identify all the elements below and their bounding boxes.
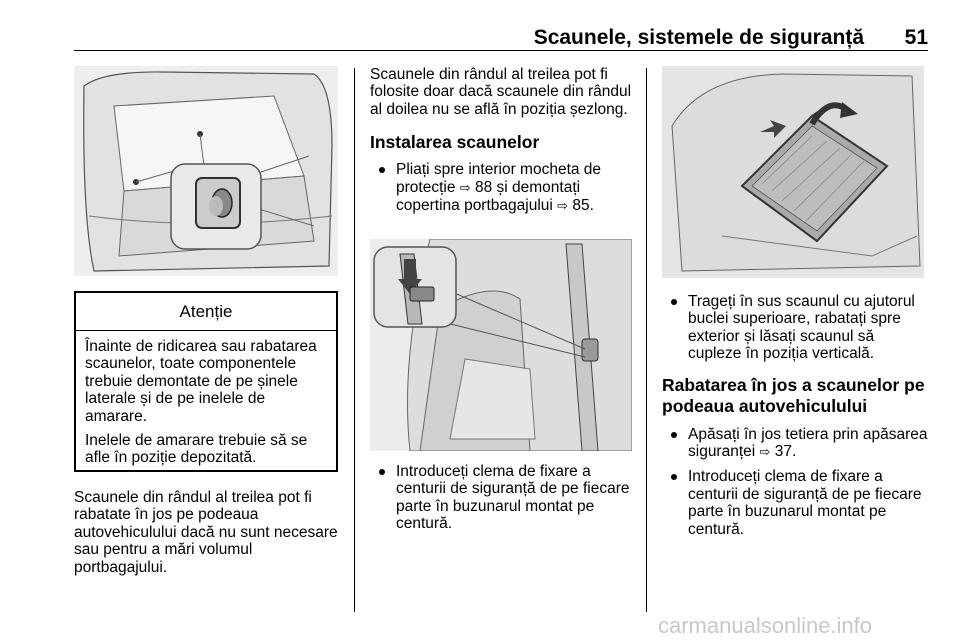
list-item — [662, 468, 930, 538]
column-divider-2 — [646, 68, 647, 612]
heading-install-seats: Instalarea scaunelor — [370, 132, 540, 153]
figure-seatbelt-clip — [370, 239, 632, 451]
bullet-text: 37. — [770, 443, 797, 461]
page-title: Scaunele, sistemele de siguranță — [533, 26, 864, 49]
column-1-text — [74, 489, 340, 576]
watermark: carmanualsonline.info — [658, 613, 873, 638]
warning-paragraph-1: Înainte de ridicarea sau rabatarea scaunelor, toate componentele trebuie demontate de pe șinele laterale și de pe inelele de amarare. — [85, 338, 317, 425]
column-2-text — [370, 66, 634, 215]
bullet-text: 88 și demontați copertina portbagajului — [396, 178, 581, 215]
page-ref-arrow-icon: ⇨ — [557, 199, 569, 215]
bullet-text: Apăsați în jos tetiera prin apăsarea siguranței — [688, 425, 928, 461]
figure-trunk-rail — [74, 66, 338, 276]
warning-paragraph-2: Inelele de amarare trebuie să se afle în poziție depozitată. — [85, 432, 308, 467]
bullet-text: 85. — [568, 197, 594, 215]
page-ref-arrow-icon: ⇨ — [759, 445, 771, 461]
list-item — [662, 293, 930, 363]
paragraph-fold-third-row: Scaunele din rândul al treilea pot fi rabatate în jos pe podeaua autovehiculului dacă nu sunt necesare sau pentru a mări volumul portbagajului. — [74, 489, 338, 576]
bullet-dot-icon — [379, 167, 385, 173]
header-rule — [74, 50, 928, 51]
bullet-dot-icon — [379, 469, 385, 475]
list-item — [662, 426, 930, 462]
column-3-text — [662, 293, 930, 538]
bullet-text: Pliați spre interior mocheta de protecție — [396, 161, 602, 196]
bullet-text: Introduceți clema de fixare a centurii de siguranță de pe fiecare parte în buzunarul montat pe centură. — [688, 468, 922, 538]
heading-fold-seats-down: Rabatarea în jos a scaunelor pe podeaua autovehiculului — [662, 374, 925, 416]
bullet-text: Introduceți clema de fixare a centurii de siguranță de pe fiecare parte în buzunarul montat pe centură. — [396, 463, 630, 533]
bullet-dot-icon — [671, 299, 677, 305]
seatbelt-clip-illustration-icon — [370, 239, 632, 451]
bullet-dot-icon — [671, 474, 677, 480]
list-item — [370, 463, 634, 533]
warning-box — [74, 291, 338, 472]
bullet-dot-icon — [671, 432, 677, 438]
warning-title: Atenție — [76, 293, 336, 331]
column-2-bullets — [370, 463, 634, 533]
page-number: 51 — [904, 26, 928, 49]
page-ref-arrow-icon: ⇨ — [459, 180, 471, 196]
trunk-rail-illustration-icon — [74, 66, 338, 276]
column-divider-1 — [354, 68, 355, 612]
page-header — [74, 26, 928, 50]
list-item — [370, 161, 634, 215]
paragraph-third-row-usage: Scaunele din rândul al treilea pot fi folosite doar dacă scaunele din rândul al doilea nu se află în poziția șezlong. — [370, 66, 632, 118]
seat-fold-illustration-icon — [662, 66, 924, 278]
bullet-text: Trageți în sus scaunul cu ajutorul buclei superioare, rabatați spre exterior și lăsați scaunul să cupleze în poziția verticală. — [688, 293, 915, 363]
figure-seat-fold — [662, 66, 924, 278]
